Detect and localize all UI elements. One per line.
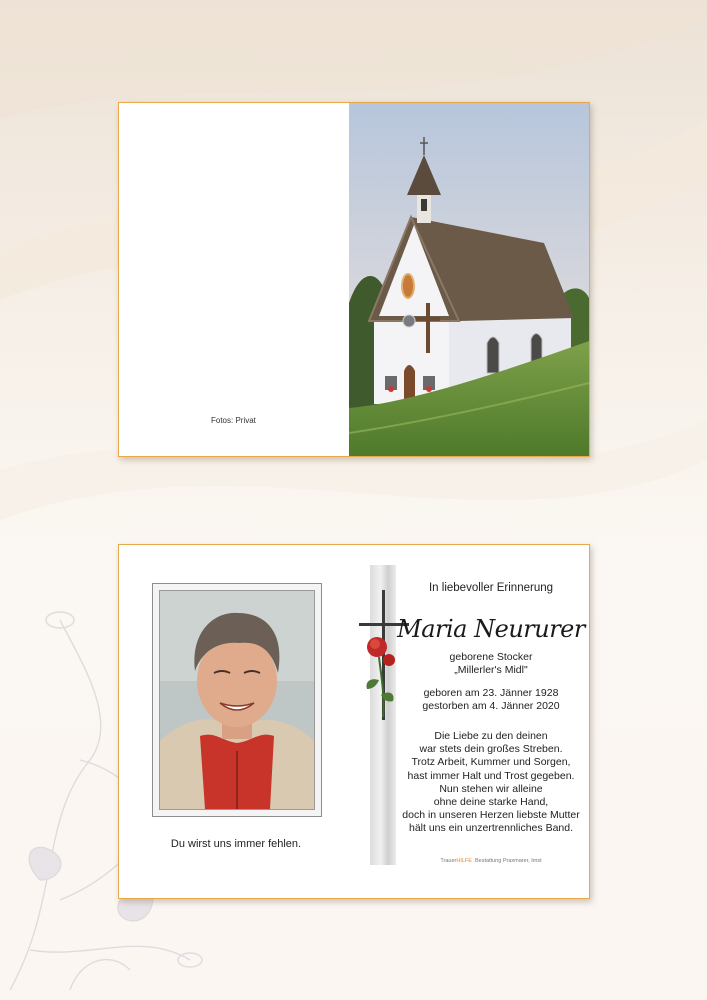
- portrait-frame: [152, 583, 322, 817]
- footer-company: Bestattung Praxmarer, Imst: [475, 858, 542, 864]
- memorial-heading: In liebevoller Erinnerung: [428, 582, 554, 594]
- deceased-name: Maria Neururer: [397, 615, 585, 643]
- portrait-caption: Du wirst uns immer fehlen.: [170, 838, 302, 850]
- portrait-photo: [159, 590, 315, 810]
- poem-line: war stets dein großes Streben.: [419, 743, 563, 756]
- death-date: gestorben am 4. Jänner 2020: [422, 700, 560, 712]
- nickname: „Millerler's Midl": [454, 664, 528, 676]
- card-front: [118, 102, 590, 457]
- poem-line: Nun stehen wir alleine: [439, 782, 543, 795]
- chapel-photo: [349, 103, 589, 456]
- poem-line: Trotz Arbeit, Kummer und Sorgen,: [411, 756, 571, 769]
- maiden-name: geborene Stocker: [449, 651, 533, 663]
- maiden-name-block: [396, 651, 586, 677]
- footer-brand-2: HILFE: [456, 858, 472, 864]
- poem-line: hält uns ein unzertrennliches Band.: [408, 822, 574, 835]
- footer-brand-1: Trauer: [440, 858, 457, 864]
- card-front-left-panel: [119, 103, 349, 456]
- life-dates: [396, 687, 586, 713]
- birth-date: geboren am 23. Jänner 1928: [423, 687, 559, 699]
- poem-line: ohne deine starke Hand,: [433, 796, 549, 809]
- poem-line: doch in unseren Herzen liebste Mutter: [402, 809, 580, 822]
- memorial-poem: [396, 730, 586, 836]
- photo-credit: Fotos: Privat: [211, 416, 256, 425]
- funeral-home-footer: [396, 858, 586, 864]
- card-inside: [118, 544, 590, 899]
- poem-line: Die Liebe zu den deinen: [434, 730, 548, 742]
- poem-line: hast immer Halt und Trost gegeben.: [407, 769, 575, 782]
